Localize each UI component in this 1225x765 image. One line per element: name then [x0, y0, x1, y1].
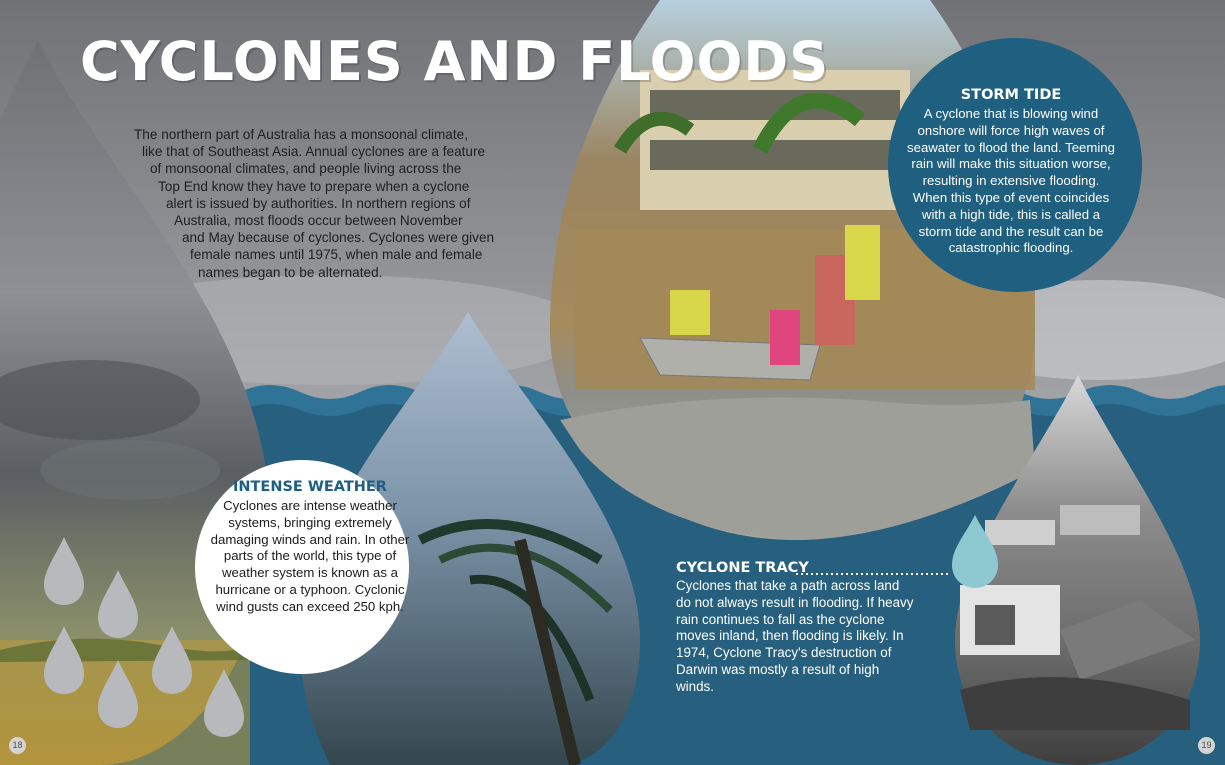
intense-weather-panel [208, 479, 412, 616]
intro-paragraph [118, 126, 496, 281]
intro-line: like that of Southeast Asia. Annual cyclones are a feature [142, 144, 486, 160]
storm-tide-heading: STORM TIDE [960, 87, 1062, 103]
intense-weather-heading: INTENSE WEATHER [233, 479, 387, 495]
page-number-right: 19 [1198, 737, 1215, 754]
cyclone-tracy-heading: CYCLONE TRACY [676, 560, 809, 576]
intro-line: alert is issued by authorities. In northern regions of [166, 195, 471, 211]
page-title: CYCLONES AND FLOODS [80, 30, 830, 93]
storm-tide-body: A cyclone that is blowing wind onshore will force high waves of seawater to flood the land. Teeming rain will make this situation worse, resulting in extensive flooding. When this type of event coincides with a high tide, this is called a storm tide and the result can be catastrophic flooding. [907, 106, 1115, 256]
cyclone-tracy-body: Cyclones that take a path across land do not always result in flooding. If heavy rain continues to fall as the cyclone moves inland, then flooding is likely. In 1974, Cyclone Tracy's destruction of Darwin was mostly a result of high winds. [676, 578, 914, 694]
page-number-left: 18 [9, 737, 26, 754]
intro-line: of monsoonal climates, and people living across the [150, 161, 462, 177]
cyclone-tracy-panel [676, 560, 916, 696]
intense-weather-body: Cyclones are intense weather systems, bringing extremely damaging winds and rain. In other parts of the world, this type of weather system is known as a hurricane or a typhoon. Cyclonic wind gusts can exceed 250 kph. [210, 498, 410, 614]
intro-line: The northern part of Australia has a monsoonal climate, [134, 127, 468, 142]
intro-line: Top End know they have to prepare when a cyclone [158, 178, 470, 194]
intro-line: names began to be alternated. [198, 264, 383, 280]
intro-line: female names until 1975, when male and female [190, 247, 483, 263]
storm-tide-panel [904, 87, 1118, 257]
intro-line: Australia, most floods occur between November [174, 213, 463, 229]
intro-line: and May because of cyclones. Cyclones were given [182, 230, 495, 246]
